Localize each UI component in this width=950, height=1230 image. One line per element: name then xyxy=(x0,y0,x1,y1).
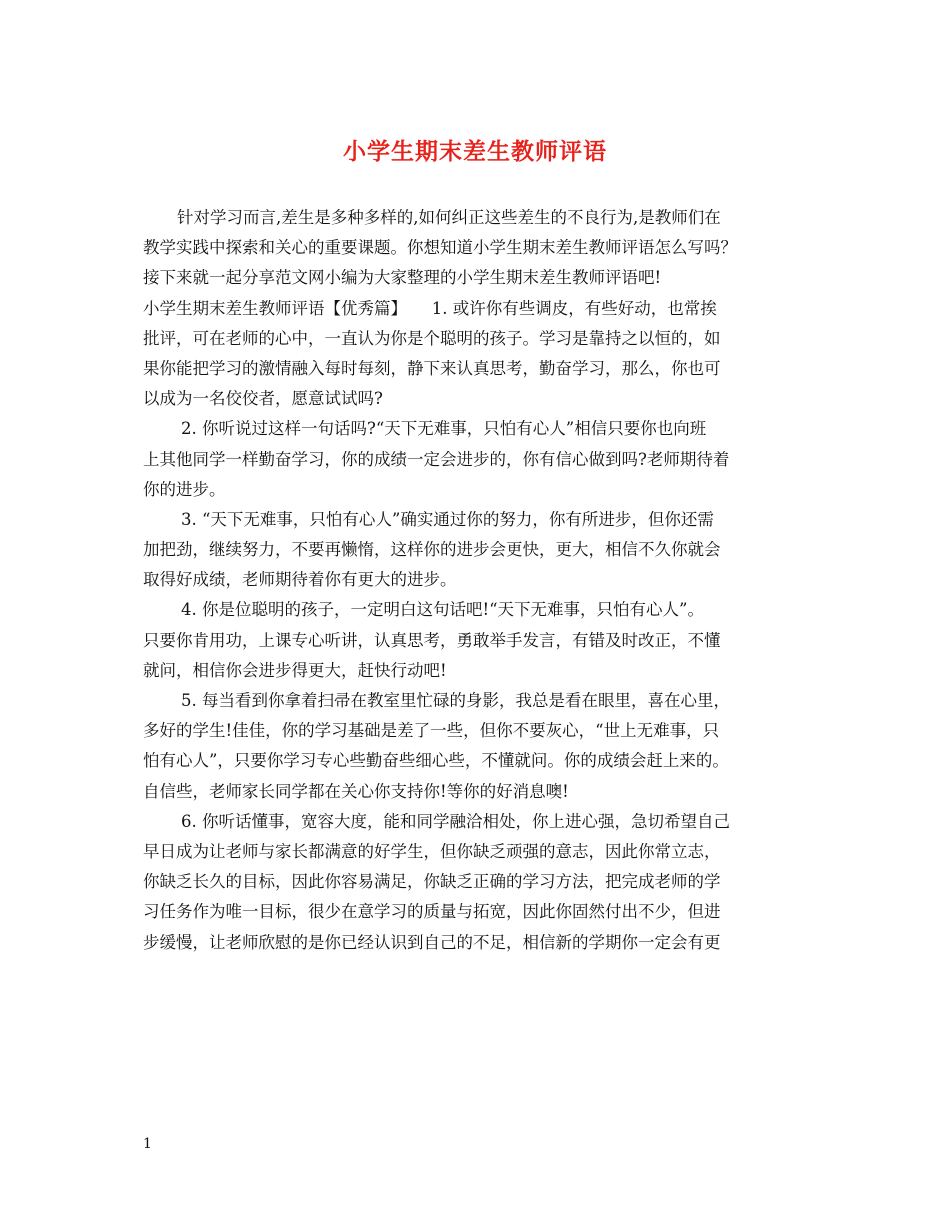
body-line: 接下来就一起分享范文网小编为大家整理的小学生期末差生教师评语吧! xyxy=(143,268,662,288)
body-line: 步缓慢，让老师欣慰的是你已经认识到自己的不足，相信新的学期你一定会有更 xyxy=(143,932,721,952)
body-line: 早日成为让老师与家长都满意的好学生，但你缺乏顽强的意志，因此你常立志， xyxy=(143,841,721,861)
document-title: 小学生期末差生教师评语 xyxy=(343,138,607,165)
body-line: 上其他同学一样勤奋学习，你的成绩一定会进步的，你有信心做到吗?老师期待着 xyxy=(143,449,730,469)
body-line: 5. 每当看到你拿着扫帚在教室里忙碌的身影，我总是看在眼里，喜在心里， xyxy=(181,691,730,710)
body-line: 3. “天下无难事，只怕有心人”确实通过你的努力，你有所进步，但你还需 xyxy=(181,509,714,529)
body-line: 果你能把学习的激情融入每时每刻，静下来认真思考，勤奋学习，那么，你也可 xyxy=(143,358,721,378)
body-line: 批评，可在老师的心中，一直认为你是个聪明的孩子。学习是靠持之以恒的，如 xyxy=(143,328,721,348)
body-line: 2. 你听说过这样一句话吗?“天下无难事，只怕有心人”相信只要你也向班 xyxy=(181,419,707,439)
body-line: 教学实践中探索和关心的重要课题。你想知道小学生期末差生教师评语怎么写吗？ xyxy=(143,238,737,258)
body-line: 自信些，老师家长同学都在关心你支持你!等你的好消息噢! xyxy=(143,781,569,801)
body-line: 只要你肯用功，上课专心听讲，认真思考，勇敢举手发言，有错及时改正，不懂 xyxy=(143,630,721,650)
body-line: 多好的学生!佳佳，你的学习基础是差了一些，但你不要灰心，“世上无难事，只 xyxy=(143,721,720,741)
body-line: 就问，相信你会进步得更大，赶快行动吧! xyxy=(143,660,447,680)
body-line: 你的进步。 xyxy=(143,479,226,499)
body-line: 你缺乏长久的目标，因此你容易满足，你缺乏正确的学习方法，把完成老师的学 xyxy=(143,872,721,892)
body-line: 习任务作为唯一目标，很少在意学习的质量与拓宽，因此你固然付出不少，但进 xyxy=(143,902,721,922)
body-line: 加把劲，继续努力，不要再懒惰，这样你的进步会更快，更大，相信不久你就会 xyxy=(143,540,721,560)
body-line: 怕有心人”，只要你学习专心些勤奋些细心些，不懂就问。你的成绩会赶上来的。 xyxy=(143,751,729,771)
body-line: 以成为一名佼佼者，愿意试试吗? xyxy=(143,389,383,409)
body-line: 针对学习而言,差生是多种多样的,如何纠正这些差生的不良行为,是教师们在 xyxy=(177,208,721,227)
body-line: 4. 你是位聪明的孩子，一定明白这句话吧!“天下无难事，只怕有心人”。 xyxy=(181,600,704,620)
body-line: 取得好成绩，老师期待着你有更大的进步。 xyxy=(143,570,457,590)
document-body xyxy=(143,203,823,958)
body-line: 小学生期末差生教师评语【优秀篇】 1. 或许你有些调皮，有些好动，也常挨 xyxy=(143,298,717,318)
page-number: 1 xyxy=(143,1136,152,1152)
body-line: 6. 你听话懂事，宽容大度，能和同学融洽相处，你上进心强，急切希望自己 xyxy=(181,811,730,831)
